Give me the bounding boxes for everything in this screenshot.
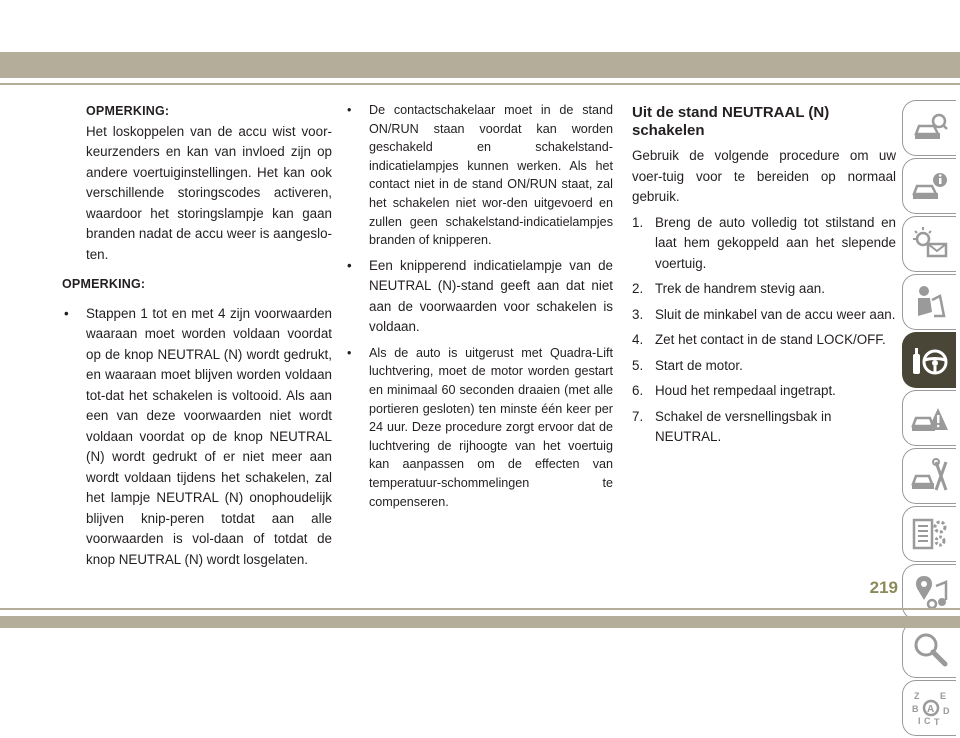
note-text: Het loskoppelen van de accu wist voor-keurzenders en kan van invloed zijn op andere voertuiginstellingen. Het kan ook verschillende storingscodes activeren, waardoor het storingslampje kan gaan branden nadat de accu weer is aangeslo-ten. bbox=[86, 123, 332, 262]
column-2 bbox=[345, 101, 613, 517]
step-item: 4. Zet het contact in de stand LOCK/OFF. bbox=[632, 332, 886, 347]
seat-person-icon bbox=[910, 282, 950, 322]
tab-multimedia[interactable] bbox=[902, 564, 956, 620]
tab-index[interactable] bbox=[902, 680, 956, 736]
svg-text:E: E bbox=[939, 691, 946, 701]
header-rule bbox=[0, 83, 960, 85]
page-number: 219 bbox=[869, 578, 898, 597]
tab-car-warning[interactable] bbox=[902, 390, 956, 446]
step-item: 7. Schakel de versnellingsbak in NEUTRAL. bbox=[632, 408, 832, 444]
column-1 bbox=[62, 101, 332, 570]
alphabet-index-icon bbox=[910, 688, 950, 728]
column-3 bbox=[632, 104, 896, 448]
tab-car-search[interactable] bbox=[902, 100, 956, 156]
svg-text:T: T bbox=[933, 717, 939, 727]
tab-steering[interactable] bbox=[902, 332, 956, 388]
svg-text:B: B bbox=[911, 704, 918, 714]
svg-text:I: I bbox=[917, 716, 921, 726]
car-search-icon bbox=[910, 108, 950, 148]
svg-text:Z: Z bbox=[913, 691, 919, 701]
note-title: OPMERKING: bbox=[86, 104, 170, 118]
steering-wheel-icon bbox=[910, 340, 950, 380]
tab-warning-lights[interactable] bbox=[902, 216, 956, 272]
step-item: 1. Breng de auto volledig tot stilstand en laat hem gekoppeld aan het slepende voertuig. bbox=[632, 214, 896, 271]
step-item: 3. Sluit de minkabel van de accu weer aan. bbox=[632, 306, 896, 322]
tab-search[interactable] bbox=[902, 622, 956, 678]
tab-maintenance[interactable] bbox=[902, 506, 956, 562]
step-item: 6. Houd het rempedaal ingetrapt. bbox=[632, 383, 836, 398]
intro-text: Gebruik de volgende procedure om uw voer-tuig voor te bereiden op normaal gebruik. bbox=[632, 148, 896, 204]
magnifier-icon bbox=[910, 630, 950, 670]
bullet-item: • Als de auto is uitgerust met Quadra-Lift luchtvering, moet de motor worden gestart en minimaal 60 seconden draaien (met alle portieren gesloten) ten minste één keer per 24 uur. Deze procedure zorgt ervoor dat de luchtvering de rijhoogte van het voertuig kan aanpassen om de effecten van temperatuur-schommelingen te compenseren. bbox=[345, 344, 613, 511]
svg-text:A: A bbox=[926, 704, 934, 715]
footer-band bbox=[0, 616, 960, 628]
step-item: 5. Start de motor. bbox=[632, 357, 743, 373]
step-item: 2. Trek de handrem stevig aan. bbox=[632, 281, 825, 296]
car-warning-icon bbox=[910, 398, 950, 438]
svg-text:D: D bbox=[942, 706, 949, 716]
svg-text:C: C bbox=[923, 716, 930, 726]
note-title-2: OPMERKING: bbox=[62, 277, 146, 291]
footer-rule bbox=[0, 608, 960, 610]
section-heading: Uit de stand NEUTRAAL (N) schakelen bbox=[632, 104, 830, 139]
tab-car-tools[interactable] bbox=[902, 448, 956, 504]
tab-seat-safety[interactable] bbox=[902, 274, 956, 330]
car-tools-icon bbox=[910, 456, 950, 496]
music-nav-icon bbox=[910, 572, 950, 612]
chapter-tabs bbox=[898, 100, 960, 738]
bullet-item: • Stappen 1 tot en met 4 zijn voorwaarden waaraan moet worden voldaan voordat op de knop NEUTRAL (N) wordt gedrukt, en waaraan moet blijven worden voldaan tot-dat het schakelen is voltooid. Als aan een van deze voorwaarden niet wordt voldaan voordat op de knop NEUTRAL (N) wordt gedrukt of er niet meer aan wordt voldaan tijdens het schakelen, zal het lampje NEUTRAL (N) onophoudelijk blijven knip-peren totdat aan alle voorwaarden is vol-daan of totdat de knop NEUTRAL (N) wordt losgelaten. bbox=[62, 304, 332, 571]
warning-light-icon bbox=[910, 224, 950, 264]
bullet-item: • Een knipperend indicatielampje van de NEUTRAL (N)-stand geeft aan dat niet aan de voorwaarden voor schakelen is voldaan. bbox=[345, 256, 613, 338]
settings-list-icon bbox=[910, 514, 950, 554]
bullet-item: • De contactschakelaar moet in de stand ON/RUN staan voordat kan worden geschakeld en schakelstand-indicatielampjes kunnen werken. Als het contact niet in de stand ON/RUN staat, zal het schakelen niet wor-den uitgevoerd en zullen geen schakelstand-indicatielampjes branden of knipperen. bbox=[345, 101, 613, 250]
car-info-icon bbox=[910, 166, 950, 206]
header-band bbox=[0, 52, 960, 78]
tab-car-info[interactable] bbox=[902, 158, 956, 214]
